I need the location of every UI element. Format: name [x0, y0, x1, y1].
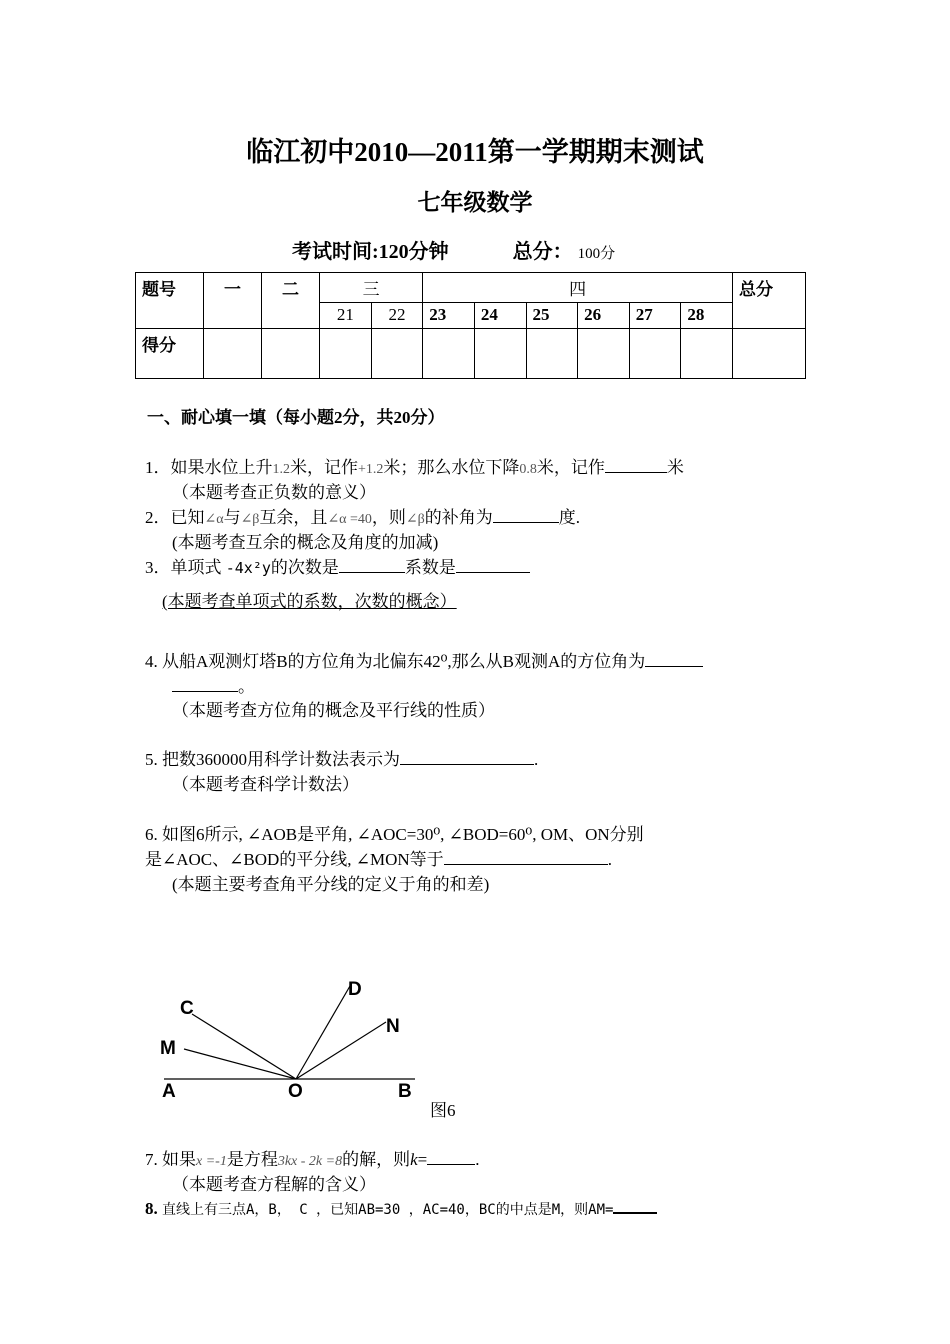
- score-cell[interactable]: [474, 329, 526, 379]
- q2-text: 与: [223, 508, 241, 527]
- q4-text: 4. 从船A观测灯塔B的方位角为北偏东42⁰,那么从B观测A的方位角为: [145, 652, 646, 671]
- q3-text: 系数是: [404, 558, 456, 577]
- answer-blank[interactable]: [172, 674, 238, 692]
- q4-text: 。: [238, 677, 255, 696]
- sub-col: 25: [526, 303, 578, 329]
- q3-expression: -4x²y: [225, 559, 271, 577]
- score-cell[interactable]: [578, 329, 630, 379]
- q7-expression: x =-1: [196, 1154, 227, 1169]
- label-O: O: [288, 1081, 303, 1102]
- q8-number: 8.: [145, 1199, 158, 1218]
- question-1: [145, 453, 684, 478]
- question-8: [145, 1195, 657, 1219]
- q1-note: （本题考查正负数的意义）: [172, 483, 376, 502]
- q7-text: =: [417, 1150, 428, 1169]
- answer-blank[interactable]: [339, 555, 405, 573]
- question-4: [145, 647, 703, 672]
- q1-unit: 米: [666, 458, 684, 477]
- answer-blank[interactable]: [444, 847, 608, 865]
- exam-info: [292, 235, 615, 264]
- col-one: 一: [204, 273, 262, 329]
- score-cell[interactable]: [204, 329, 262, 379]
- q1-text: 1．如果水位上升: [145, 458, 273, 477]
- answer-blank[interactable]: [427, 1147, 475, 1165]
- q6-text: .: [607, 850, 612, 869]
- figure-6-diagram: [150, 972, 480, 1102]
- q1-text: 米；那么水位下降: [383, 458, 520, 477]
- question-6: 6. 如图6所示, ∠AOB是平角, ∠AOC=30⁰, ∠BOD=60⁰, OM、ON分别: [145, 825, 644, 844]
- col-three: 三: [320, 273, 423, 303]
- q2-text: 度.: [558, 508, 581, 527]
- question-2: [145, 503, 580, 528]
- answer-blank[interactable]: [493, 505, 559, 523]
- q6-note: (本题主要考查角平分线的定义于角的和差): [172, 875, 490, 894]
- ray-ON: [296, 1022, 386, 1079]
- q7-text: 是方程: [226, 1150, 278, 1169]
- q7-note: （本题考查方程解的含义）: [172, 1175, 376, 1194]
- ray-OD: [296, 986, 350, 1079]
- sub-col: 22: [371, 303, 423, 329]
- q5-text: .: [534, 750, 539, 769]
- answer-blank[interactable]: [400, 747, 534, 765]
- col-four: 四: [423, 273, 733, 303]
- question-5: [145, 745, 538, 770]
- label-M: M: [160, 1038, 176, 1059]
- q2-symbol: ∠β: [405, 512, 425, 527]
- q5-note: （本题考查科学计数法）: [172, 775, 359, 794]
- score-cell[interactable]: [526, 329, 578, 379]
- q2-text: 2．已知: [145, 508, 205, 527]
- page-subtitle: 七年级数学: [417, 190, 533, 215]
- q2-text: 互余，且: [259, 508, 328, 527]
- section-heading: 一、耐心填一填（每小题2分，共20分）: [147, 408, 445, 427]
- q2-symbol: ∠β: [240, 512, 260, 527]
- answer-blank[interactable]: [645, 649, 703, 667]
- exam-time: 考试时间:120分钟: [292, 241, 449, 263]
- answer-blank[interactable]: [613, 1195, 657, 1214]
- col-total: 总分: [733, 273, 806, 329]
- answer-blank[interactable]: [605, 455, 667, 473]
- q1-text: 米，记作: [290, 458, 358, 477]
- q8-text: 直线上有三点A，B， C ，已知AB=30 ，AC=40，BC的中点是M，则AM=: [162, 1202, 614, 1218]
- q1-value: 0.8: [519, 462, 537, 477]
- q7-expression: 3kx - 2k =8: [277, 1154, 343, 1169]
- q3-text: 的次数是: [270, 558, 339, 577]
- q1-value: +1.2: [358, 462, 384, 477]
- sub-col: 26: [578, 303, 630, 329]
- q6-text: 是∠AOC、∠BOD的平分线, ∠MON等于: [145, 850, 444, 869]
- question-3: [145, 553, 530, 578]
- q1-text: 米，记作: [536, 458, 605, 477]
- q2-note: (本题考查互余的概念及角度的加减): [172, 533, 439, 552]
- score-cell[interactable]: [733, 329, 806, 379]
- score-cell[interactable]: [371, 329, 423, 379]
- q2-text: ，则: [371, 508, 406, 527]
- score-table: [135, 272, 806, 379]
- sub-col: 28: [681, 303, 733, 329]
- score-row-label: 得分: [136, 329, 204, 379]
- exam-total-value: 100分: [577, 246, 616, 262]
- score-cell[interactable]: [629, 329, 681, 379]
- question-4-line2: [172, 672, 255, 697]
- q3-note: (本题考查单项式的系数，次数的概念）: [162, 592, 457, 611]
- q7-text: 的解，则: [342, 1150, 411, 1169]
- label-C: C: [180, 998, 194, 1019]
- figure-caption: 图6: [430, 1101, 456, 1120]
- q4-note: （本题考查方位角的概念及平行线的性质）: [172, 701, 495, 720]
- q7-text: .: [475, 1150, 480, 1169]
- question-6-line2: [145, 845, 612, 870]
- q7-variable: k: [410, 1150, 418, 1169]
- question-7: [145, 1145, 479, 1170]
- q7-text: 7. 如果: [145, 1150, 196, 1169]
- q1-value: 1.2: [272, 462, 290, 477]
- score-cell[interactable]: [681, 329, 733, 379]
- label-D: D: [348, 979, 362, 1000]
- answer-blank[interactable]: [456, 555, 530, 573]
- score-cell[interactable]: [423, 329, 475, 379]
- q2-symbol: ∠α =40: [327, 512, 372, 527]
- sub-col: 27: [629, 303, 681, 329]
- sub-col: 24: [474, 303, 526, 329]
- ray-OC: [192, 1014, 296, 1079]
- q2-symbol: ∠α: [204, 512, 224, 527]
- score-cell[interactable]: [320, 329, 372, 379]
- exam-total-label: 总分：: [512, 241, 573, 263]
- q2-text: 的补角为: [424, 508, 493, 527]
- q5-text: 5. 把数360000用科学计数法表示为: [145, 750, 400, 769]
- sub-col: 23: [423, 303, 475, 329]
- table-header-label: 题号: [136, 273, 204, 329]
- ray-OM: [184, 1049, 296, 1079]
- sub-col: 21: [320, 303, 372, 329]
- q3-text: 3．单项式: [145, 558, 222, 577]
- label-A: A: [162, 1081, 176, 1102]
- page-title: 临江初中2010—2011第一学期期末测试: [246, 137, 704, 167]
- label-B: B: [398, 1081, 412, 1102]
- col-two: 二: [262, 273, 320, 329]
- label-N: N: [386, 1016, 400, 1037]
- score-cell[interactable]: [262, 329, 320, 379]
